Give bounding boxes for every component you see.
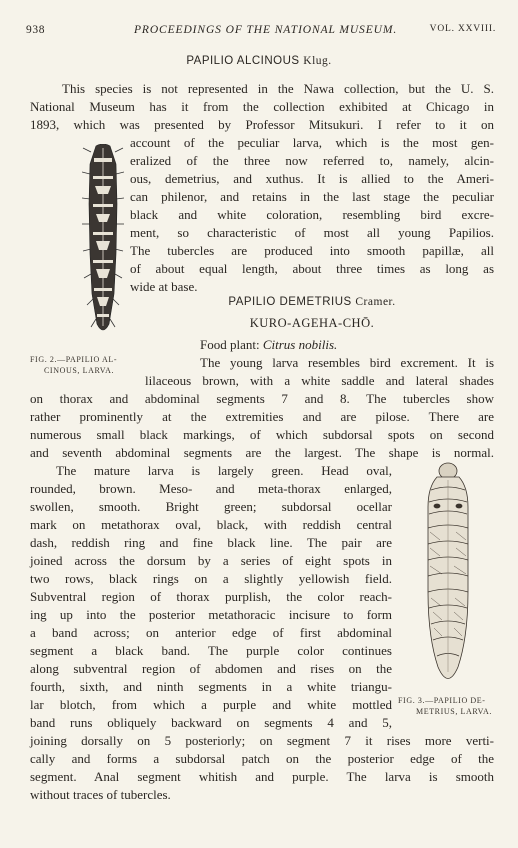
paragraph-line: segment. Anal segment whitish and purple. The larva is smooth <box>30 769 494 784</box>
larva-alcinous-illustration <box>82 144 124 338</box>
paragraph-line: wide at base. <box>130 279 198 294</box>
section2-heading <box>130 296 494 308</box>
paragraph-line: along subventral region of abdomen and rises on the <box>30 661 392 676</box>
paragraph-line: cally and forms a subdorsal patch on the posterior edge of the <box>30 751 494 766</box>
figure-2-caption-line: CINOUS, LARVA. <box>44 366 115 375</box>
paragraph-line: Subventral region of thorax purplish, the color reach- <box>30 589 392 604</box>
paragraph-line: ing up into the posterior metathoracic incisure to form <box>30 607 392 622</box>
paragraph-line: eralized of the three now referred to, namely, alcin- <box>130 153 494 168</box>
running-head <box>26 24 496 40</box>
species-name: PAPILIO ALCINOUS <box>186 55 300 67</box>
paragraph-line: The tubercles are produced into smooth papillæ, all <box>130 243 494 258</box>
food-plant-label: Food plant: <box>200 337 260 352</box>
paragraph-line: black and white coloration, resembling bird excre- <box>130 207 494 222</box>
paragraph-line: two rows, black rings on a slightly yellowish field. <box>30 571 392 586</box>
paragraph-line: and seventh abdominal segments are the largest. The shape is normal. <box>30 445 494 460</box>
paragraph-line: ment, so characteristic of most all young Papilios. <box>130 225 494 240</box>
paragraph-line: of about equal length, about three times as long as <box>130 261 494 276</box>
figure-3-caption-line: FIG. 3.—PAPILIO DE- <box>398 696 486 705</box>
paragraph-line: on thorax and abdominal segments 7 and 8. The tubercles show <box>30 391 494 406</box>
paragraph-line: dash, reddish ring and fine black line. The pair are <box>30 535 392 550</box>
paragraph-line: fourth, sixth, and ninth segments in a white triangu- <box>30 679 392 694</box>
paragraph-line: rounded, brown. Meso- and meta-thorax enlarged, <box>30 481 392 496</box>
larva-demetrius-illustration <box>420 462 476 694</box>
paragraph-line: joined across the dorsum by a series of eight spots in <box>30 553 392 568</box>
paragraph-line: The young larva resembles bird excrement. It is <box>200 355 494 370</box>
paragraph-line: lilaceous brown, with a white saddle and lateral shades <box>145 373 494 388</box>
figure-3-caption-line: METRIUS, LARVA. <box>416 707 492 716</box>
common-name: KURO-AGEHA-CHŌ. <box>249 316 375 330</box>
volume-label: VOL. XXVIII. <box>429 24 496 34</box>
paragraph-line: 1893, which was presented by Professor Mitsukuri. I refer to it on <box>30 117 494 132</box>
paragraph-line: rather prominently at the extremities and are pilose. There are <box>30 409 494 424</box>
paragraph-line: ous, demetrius, and xuthus. It is allied to the Ameri- <box>130 171 494 186</box>
paragraph-line: a band across; on anterior edge of first abdominal <box>30 625 392 640</box>
species-author: Cramer. <box>355 296 396 308</box>
section1-heading <box>0 55 518 67</box>
paragraph-line: band runs obliquely backward on segments 4 and 5, <box>30 715 392 730</box>
paragraph-line: can philenor, and retains in the last stage the peculiar <box>130 189 494 204</box>
food-plant-line <box>200 336 494 354</box>
species-author: Klug. <box>303 55 332 67</box>
page-number: 938 <box>26 24 46 36</box>
figure-2-caption-line: FIG. 2.—PAPILIO AL- <box>30 355 118 364</box>
paragraph-line: segment a black band. The purple color continues <box>30 643 392 658</box>
paragraph-line: without traces of tubercles. <box>30 787 171 802</box>
paragraph-line: joining dorsally on 5 posteriorly; on segment 7 it rises more verti- <box>30 733 494 748</box>
paragraph-line: The mature larva is largely green. Head oval, <box>56 463 392 478</box>
paragraph-line: National Museum has it from the collection exhibited at Chicago in <box>30 99 494 114</box>
food-plant-name: Citrus nobilis. <box>262 337 338 352</box>
paragraph-line: account of the peculiar larva, which is the most gen- <box>130 135 494 150</box>
paragraph-line: mark on metathorax oval, black, with reddish central <box>30 517 392 532</box>
journal-title: PROCEEDINGS OF THE NATIONAL MUSEUM. <box>134 24 398 36</box>
paragraph-line: This species is not represented in the Nawa collection, but the U. S. <box>62 81 494 96</box>
species-name: PAPILIO DEMETRIUS <box>228 296 352 308</box>
paragraph-line: swollen, smooth. Bright green; subdorsal ocellar <box>30 499 392 514</box>
paragraph-line: numerous small black markings, of which subdorsal spots on second <box>30 427 494 442</box>
paragraph-line: lar blotch, from which a purple and white mottled <box>30 697 392 712</box>
